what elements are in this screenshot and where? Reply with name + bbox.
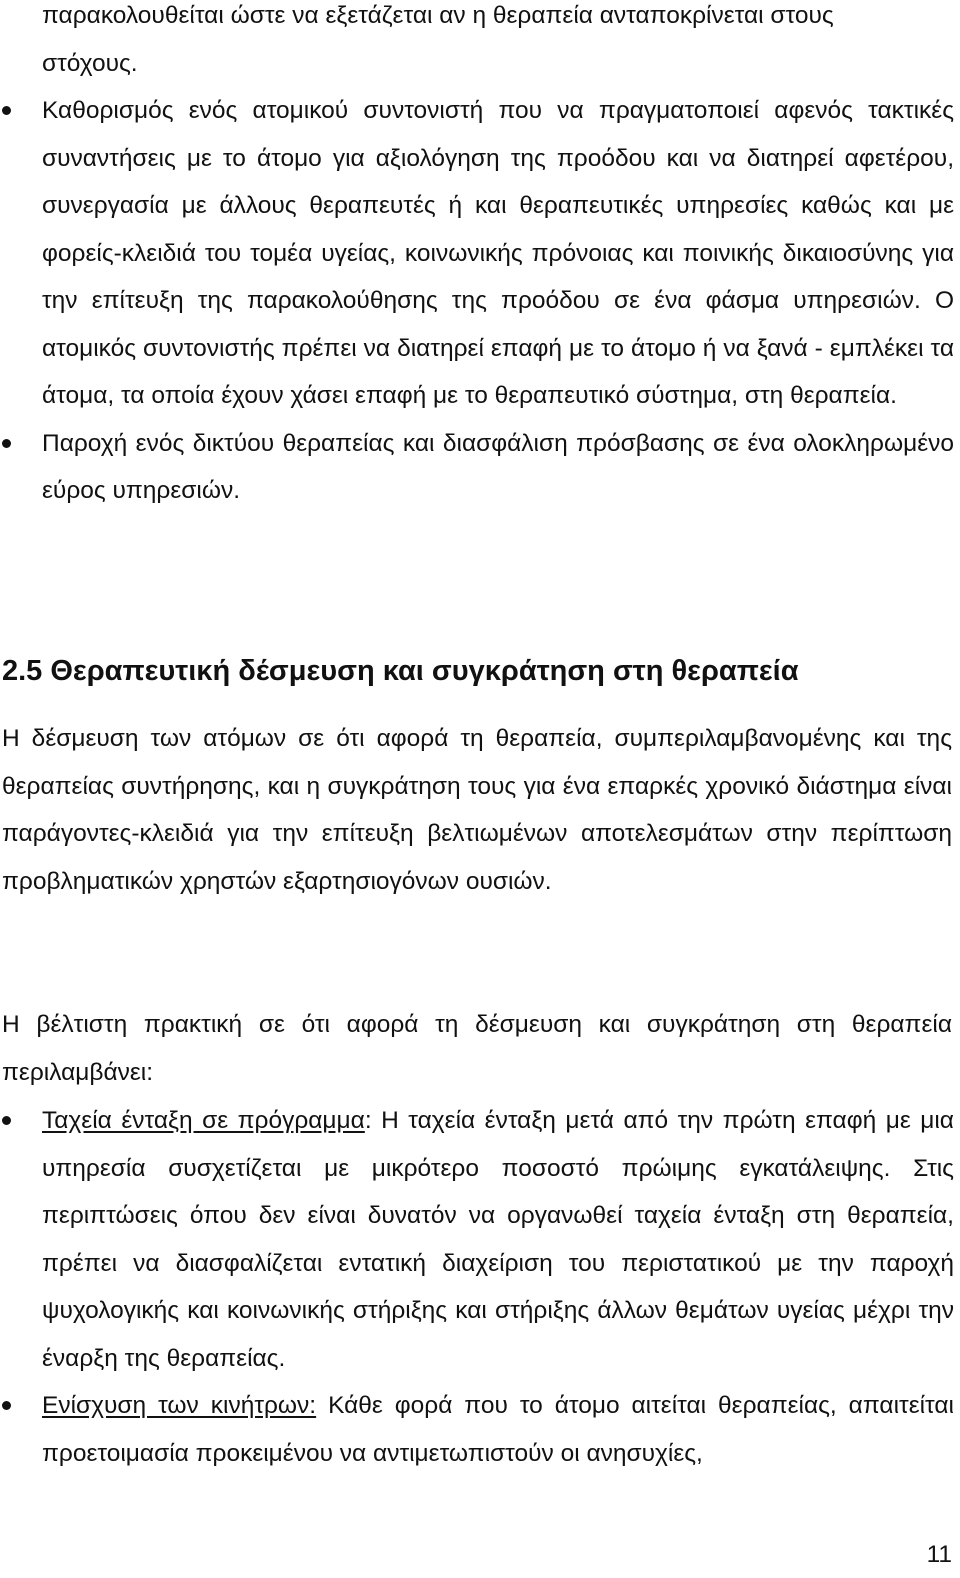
- list-item-label-suffix: :: [364, 1107, 372, 1134]
- continuation-line: παρακολουθείται ώστε να εξετάζεται αν η θεραπεία ανταποκρίνεται στους: [42, 2, 834, 29]
- section-paragraph: [2, 1001, 952, 1096]
- list-item-label: Ταχεία ένταξη σε πρόγραμμα: [42, 1107, 365, 1134]
- bullet-list-top: [0, 87, 960, 515]
- list-item-text: [42, 1382, 954, 1477]
- continuation-line: στόχους.: [42, 49, 138, 77]
- bullet-list-bottom: [0, 1097, 960, 1477]
- list-item-text: Παροχή ενός δικτύου θεραπείας και διασφάλιση πρόσβασης σε ένα ολοκληρωμένο εύρος υπηρεσιών.: [42, 429, 954, 504]
- section-paragraph: [2, 715, 952, 905]
- list-item: [0, 420, 960, 515]
- paragraph-text: Η δέσμευση των ατόμων σε ότι αφορά τη θεραπεία, συμπεριλαμβανομένης και της θεραπείας συντήρησης, και η συγκράτηση τους για ένα επαρκές χρονικό διάστημα είναι παράγοντες-κλειδιά για την επίτευξη βελτιωμένων αποτελεσμάτων στην περίπτωση προβληματικών χρηστών εξαρτησιογόνων ουσιών.: [2, 725, 952, 895]
- list-item-body: Η ταχεία ένταξη μετά από την πρώτη επαφή με μια υπηρεσία συσχετίζεται με μικρότερο ποσοστό πρώιμης εγκατάλειψης. Στις περιπτώσεις όπου δεν είναι δυνατόν να οργανωθεί ταχεία ένταξη στη θεραπεία, πρέπει να διασφαλίζεται εντατική διαχείριση του περιστατικού με την παροχή ψυχολογικής και κοινωνικής στήριξης και στήριξης άλλων θεμάτων υγείας μέχρι την έναρξη της θεραπείας.: [42, 1107, 954, 1372]
- continuation-block: [42, 0, 954, 87]
- bullet-icon: [2, 106, 11, 115]
- paragraph-text: Η βέλτιστη πρακτική σε ότι αφορά τη δέσμευση και συγκράτηση στη θεραπεία περιλαμβάνει:: [2, 1011, 952, 1086]
- list-item-text: [42, 1097, 954, 1382]
- bullet-icon: [2, 439, 11, 448]
- list-item-label: Ενίσχυση των κινήτρων:: [42, 1392, 317, 1419]
- page-number: 11: [926, 1541, 952, 1568]
- list-item: [0, 1382, 960, 1477]
- list-item-text: Καθορισμός ενός ατομικού συντονιστή που να πραγματοποιεί αφενός τακτικές συναντήσεις με το άτομο για αξιολόγηση της προόδου και να διατηρεί αφετέρου, συνεργασία με άλλους θεραπευτές ή και θεραπευτικές υπηρεσίες καθώς και με φορείς-κλειδιά του τομέα υγείας, κοινωνικής πρόνοιας και ποινικής δικαιοσύνης για την επίτευξη της παρακολούθησης της προόδου σε ένα φάσμα υπηρεσιών. Ο ατομικός συντονιστής πρέπει να διατηρεί επαφή με το άτομο ή να ξανά - εμπλέκει τα άτομα, τα οποία έχουν χάσει επαφή με το θεραπευτικό σύστημα, στη θεραπεία.: [42, 97, 954, 409]
- list-item-body: Κάθε φορά που το άτομο αιτείται θεραπείας, απαιτείται προετοιμασία προκειμένου να αντιμετωπιστούν οι ανησυχίες,: [42, 1392, 954, 1467]
- bullet-icon: [2, 1401, 11, 1410]
- bullet-icon: [2, 1116, 11, 1125]
- section-heading: 2.5 Θεραπευτική δέσμευση και συγκράτηση στη θεραπεία: [2, 655, 799, 687]
- list-item: [0, 87, 960, 420]
- list-item: [0, 1097, 960, 1382]
